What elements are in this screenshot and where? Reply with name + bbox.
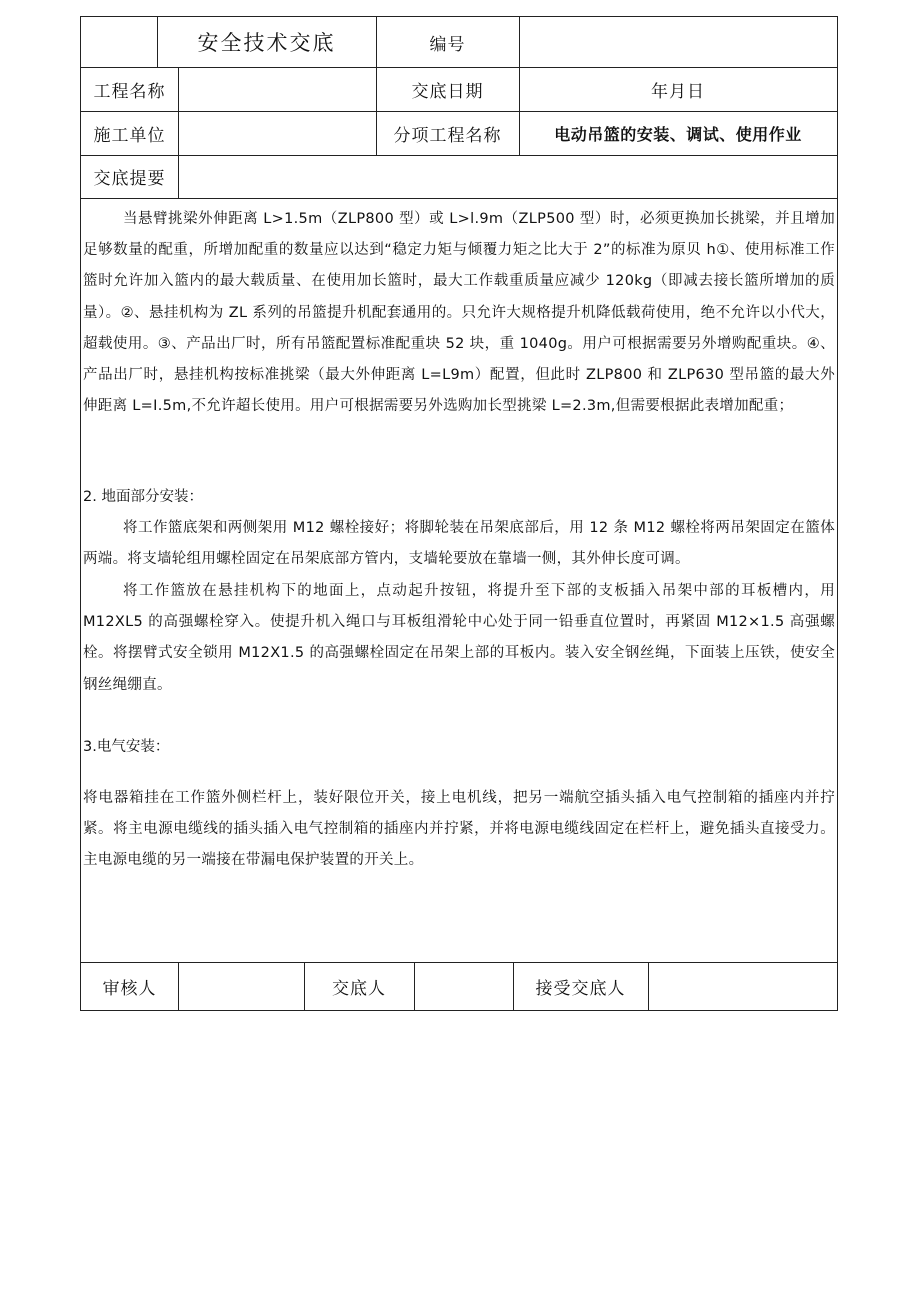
- form-title: 安全技术交底: [197, 31, 336, 55]
- summary-field[interactable]: [178, 155, 837, 198]
- construction-unit-field[interactable]: [178, 111, 376, 155]
- project-name-field[interactable]: [178, 67, 376, 111]
- section-heading-electrical: 3.电气安装：: [83, 739, 170, 755]
- section-heading-ground: 2. 地面部分安装：: [83, 489, 203, 505]
- subitem-label: 分项工程名称: [393, 125, 502, 146]
- paragraph-hanging-beam: 当悬臂挑梁外伸距离 L>1.5m（ZLP800 型）或 L>l.9m（ZLP500 型）时，必须更换加长挑梁，并且增加足够数量的配重，所增加配重的数量应以达到“稳定力矩与倾覆力矩之比大于 2”的标准为原贝 h①、使用标准工作篮时允许加入篮内的最大载质量、在使用加长篮时，最大工作载重质量应减少 120kg（即减去接长篮所增加的质量）。②、悬挂机构为 ZL 系列的吊篮提升机配套通用的。只允许大规格提升机降低载荷使用，绝不允许以小代大，超载使用。③、产品出厂时，所有吊篮配置标准配重块 52 块，重 1040g。用户可根据需要另外增购配重块。④、产品出厂时，悬挂机构按标准挑梁（最大外伸距离 L=L9m）配置，但此时 ZLP800 和 ZLP630 型吊篮的最大外伸距离 L=I.5m,不允许超长使用。用户可根据需要另外选购加长型挑梁 L=2.3m,但需要根据此表增加配重；: [83, 211, 835, 415]
- number-label: 编号: [429, 34, 466, 55]
- paragraph-ground-install: 将工作篮底架和两侧架用 M12 螺栓接好；将脚轮装在吊架底部后，用 12 条 M12 螺栓将两吊架固定在篮体两端。将支墙轮组用螺栓固定在吊架底部方管内，支墙轮要放在靠墙一侧，其外伸长度可调。: [83, 520, 835, 568]
- project-name-label: 工程名称: [93, 81, 166, 102]
- reviewer-label: 审核人: [102, 978, 157, 999]
- discloser-label: 交底人: [332, 978, 386, 999]
- paragraph-basket-install: 将工作篮放在悬挂机构下的地面上，点动起升按钮，将提升至下部的支板插入吊架中部的耳板槽内，用 M12XL5 的高强螺栓穿入。使提升机入绳口与耳板组滑轮中心处于同一铅垂直位置时，再紧固 M12×1.5 高强螺栓。将摆臂式安全锁用 M12X1.5 的高强螺栓固定在吊架上部的耳板内。装入安全钢丝绳，下面装上压铁，使安全钢丝绳绷直。: [83, 583, 835, 693]
- disclosure-form: [80, 16, 838, 1011]
- disclosure-content: [81, 200, 837, 960]
- row-divider: [81, 198, 837, 199]
- discloser-field[interactable]: [414, 962, 513, 1010]
- date-field[interactable]: 年月日: [651, 81, 705, 102]
- summary-label: 交底提要: [93, 169, 166, 189]
- construction-unit-label: 施工单位: [93, 125, 166, 146]
- receiver-field[interactable]: [648, 962, 837, 1010]
- reviewer-field[interactable]: [178, 962, 304, 1010]
- paragraph-electrical-install: 将电器箱挂在工作篮外侧栏杆上，装好限位开关，接上电机线，把另一端航空插头插入电气控制箱的插座内并拧紧。将主电源电缆线的插头插入电气控制箱的插座内并拧紧，并将电源电缆线固定在栏杆上，避免插头直接受力。主电源电缆的另一端接在带漏电保护装置的开关上。: [83, 790, 835, 869]
- receiver-label: 接受交底人: [535, 978, 626, 999]
- subitem-field[interactable]: 电动吊篮的安装、调试、使用作业: [554, 124, 802, 144]
- number-field[interactable]: [519, 17, 837, 67]
- date-label: 交底日期: [411, 81, 484, 102]
